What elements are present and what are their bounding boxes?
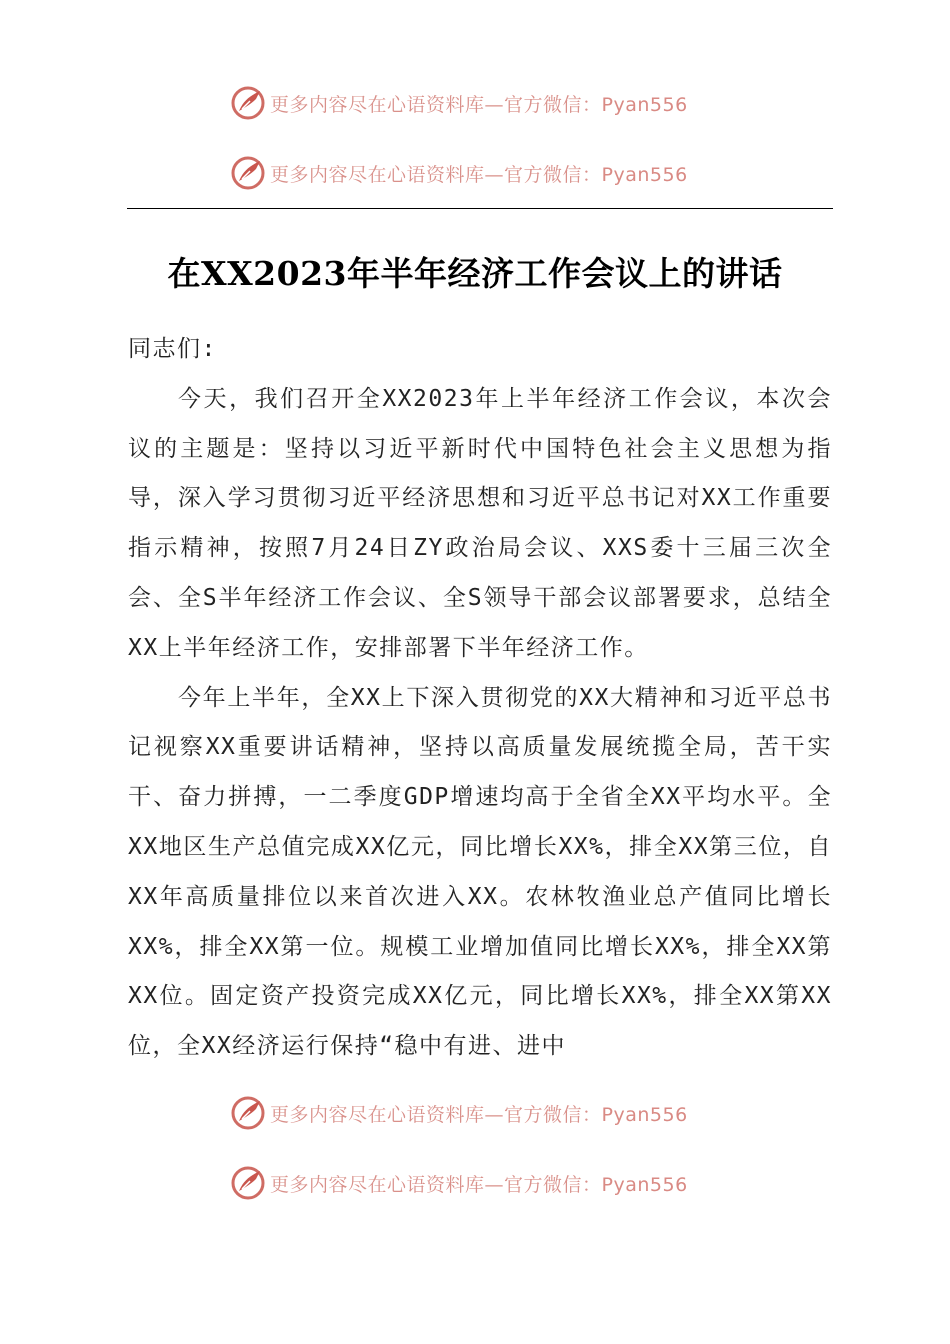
greeting: 同志们: (128, 336, 217, 362)
document-body (128, 325, 832, 1072)
watermark-bottom-2 (230, 1163, 688, 1203)
watermark-logo-icon (230, 1165, 266, 1201)
watermark-text: 更多内容尽在心语资料库—官方微信：Pyan556 (270, 163, 688, 186)
paragraph: 今年上半年，全XX上下深入贯彻党的XX大精神和习近平总书记视察XX重要讲话精神，坚持以高质量发展统揽全局，苦干实干、奋力拼搏，一二季度GDP增速均高于全省全XX平均水平。全XX地区生产总值完成XX亿元，同比增长XX%，排全XX第三位，自XX年高质量排位以来首次进入XX。农林牧渔业总产值同比增长XX%，排全XX第一位。规模工业增加值同比增长XX%，排全XX第XX位。固定资产投资完成XX亿元，同比增长XX%，排全XX第XX位，全XX经济运行保持“稳中有进、进中 (128, 684, 832, 1060)
watermark-logo-icon (230, 85, 266, 121)
document-title: 在XX2023年半年经济工作会议上的讲话 (167, 254, 783, 293)
watermark-top-1 (230, 83, 688, 123)
watermark-top-2 (230, 153, 688, 193)
watermark-text: 更多内容尽在心语资料库—官方微信：Pyan556 (270, 1173, 688, 1196)
watermark-text: 更多内容尽在心语资料库—官方微信：Pyan556 (270, 1103, 688, 1126)
paragraph: 今天，我们召开全XX2023年上半年经济工作会议，本次会议的主题是：坚持以习近平新时代中国特色社会主义思想为指导，深入学习贯彻习近平经济思想和习近平总书记对XX工作重要指示精神，按照7月24日ZY政治局会议、XXS委十三届三次全会、全S半年经济工作会议、全S领导干部会议部署要求，总结全XX上半年经济工作，安排部署下半年经济工作。 (128, 385, 832, 661)
watermark-text: 更多内容尽在心语资料库—官方微信：Pyan556 (270, 93, 688, 116)
watermark-logo-icon (230, 1095, 266, 1131)
watermark-bottom-1 (230, 1093, 688, 1133)
watermark-logo-icon (230, 155, 266, 191)
header-divider (127, 208, 833, 209)
